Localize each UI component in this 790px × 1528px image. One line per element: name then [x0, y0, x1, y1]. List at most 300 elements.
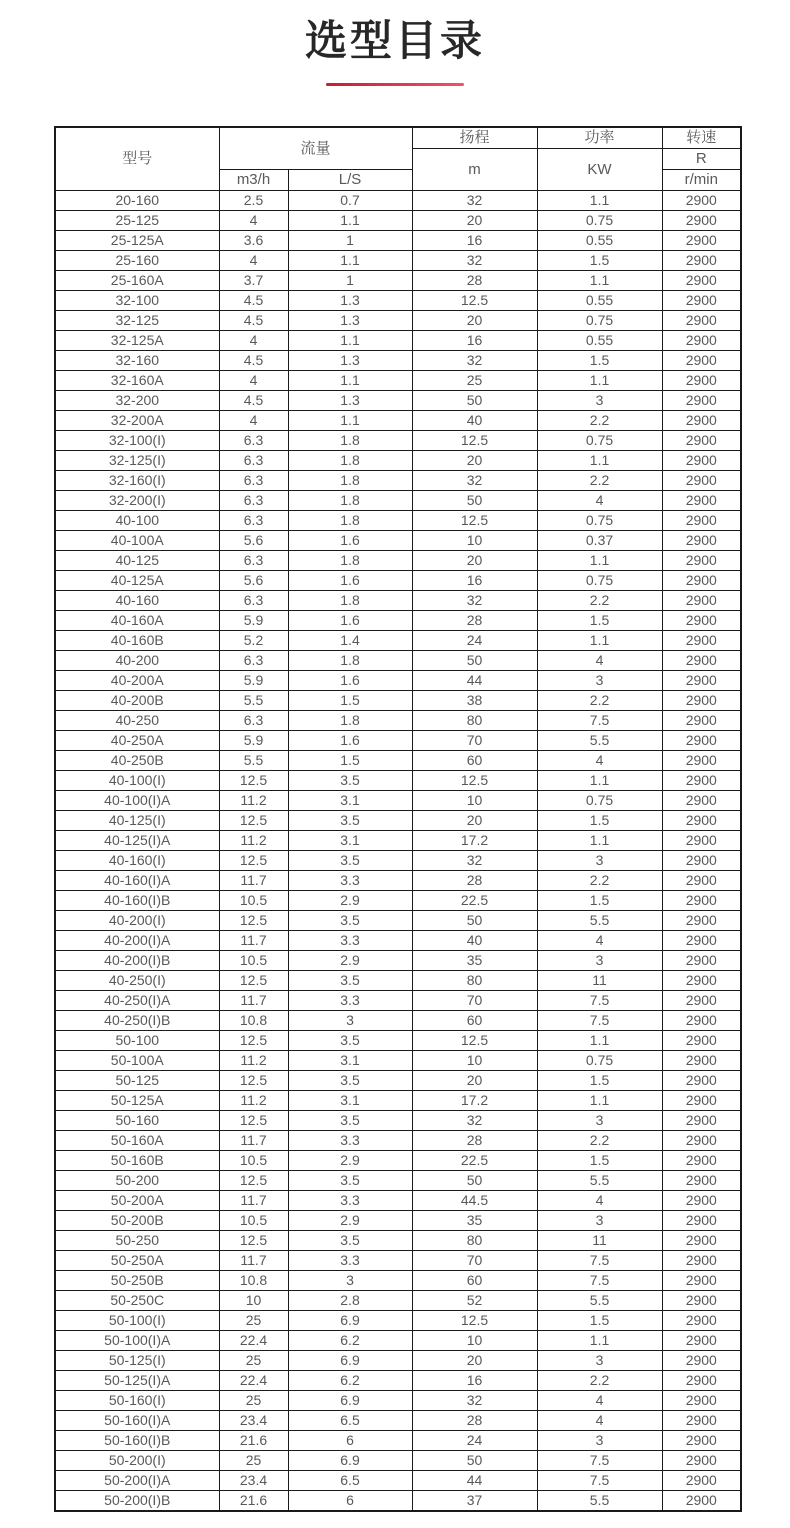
power-cell: 7.5	[537, 1451, 662, 1471]
table-row	[55, 311, 741, 331]
model-cell: 40-200(I)A	[55, 931, 219, 951]
table-row	[55, 1271, 741, 1291]
speed-cell: 2900	[662, 1251, 741, 1271]
power-cell: 11	[537, 1231, 662, 1251]
power-cell: 3	[537, 951, 662, 971]
speed-cell: 2900	[662, 1171, 741, 1191]
speed-cell: 2900	[662, 1471, 741, 1491]
flow-m3h-cell: 10.5	[219, 891, 288, 911]
model-cell: 40-250(I)A	[55, 991, 219, 1011]
flow-m3h-cell: 6.3	[219, 471, 288, 491]
speed-cell: 2900	[662, 591, 741, 611]
flow-ls-cell: 3.3	[288, 991, 412, 1011]
flow-ls-cell: 3.5	[288, 811, 412, 831]
selection-catalog-page	[0, 16, 790, 1512]
power-cell: 2.2	[537, 591, 662, 611]
power-cell: 4	[537, 1391, 662, 1411]
speed-cell: 2900	[662, 851, 741, 871]
head-cell: 28	[412, 611, 537, 631]
speed-cell: 2900	[662, 971, 741, 991]
model-cell: 40-160(I)	[55, 851, 219, 871]
head-cell: 16	[412, 231, 537, 251]
flow-ls-cell: 6.5	[288, 1471, 412, 1491]
flow-m3h-cell: 6.3	[219, 711, 288, 731]
power-cell: 3	[537, 1431, 662, 1451]
selection-catalog-table	[54, 126, 742, 1512]
head-cell: 20	[412, 1071, 537, 1091]
speed-cell: 2900	[662, 271, 741, 291]
power-cell: 2.2	[537, 691, 662, 711]
power-cell: 2.2	[537, 1371, 662, 1391]
flow-m3h-cell: 4.5	[219, 391, 288, 411]
head-cell: 52	[412, 1291, 537, 1311]
model-cell: 40-200(I)B	[55, 951, 219, 971]
table-row	[55, 871, 741, 891]
speed-cell: 2900	[662, 371, 741, 391]
head-cell: 12.5	[412, 431, 537, 451]
flow-m3h-cell: 5.6	[219, 531, 288, 551]
speed-cell: 2900	[662, 1291, 741, 1311]
flow-m3h-cell: 11.7	[219, 991, 288, 1011]
power-cell: 0.55	[537, 331, 662, 351]
table-row	[55, 1151, 741, 1171]
table-row	[55, 591, 741, 611]
head-cell: 12.5	[412, 291, 537, 311]
flow-m3h-cell: 11.2	[219, 1091, 288, 1111]
table-row	[55, 191, 741, 211]
power-cell: 0.75	[537, 571, 662, 591]
flow-m3h-cell: 4.5	[219, 291, 288, 311]
model-cell: 50-200A	[55, 1191, 219, 1211]
power-cell: 1.1	[537, 1091, 662, 1111]
flow-m3h-cell: 4	[219, 331, 288, 351]
head-cell: 20	[412, 551, 537, 571]
flow-ls-cell: 1.5	[288, 691, 412, 711]
flow-m3h-cell: 6.3	[219, 551, 288, 571]
flow-m3h-cell: 5.5	[219, 751, 288, 771]
flow-m3h-cell: 12.5	[219, 1031, 288, 1051]
power-cell: 4	[537, 491, 662, 511]
head-cell: 32	[412, 1391, 537, 1411]
flow-m3h-cell: 5.9	[219, 611, 288, 631]
model-cell: 40-125(I)	[55, 811, 219, 831]
model-cell: 50-160	[55, 1111, 219, 1131]
speed-cell: 2900	[662, 1091, 741, 1111]
model-cell: 40-250	[55, 711, 219, 731]
model-cell: 40-100	[55, 511, 219, 531]
flow-m3h-cell: 6.3	[219, 591, 288, 611]
power-cell: 0.55	[537, 291, 662, 311]
flow-m3h-cell: 6.3	[219, 431, 288, 451]
flow-ls-cell: 3.5	[288, 1171, 412, 1191]
flow-ls-cell: 2.9	[288, 891, 412, 911]
power-cell: 0.75	[537, 1051, 662, 1071]
table-row	[55, 1051, 741, 1071]
speed-cell: 2900	[662, 891, 741, 911]
flow-m3h-cell: 22.4	[219, 1371, 288, 1391]
col-header-speed: 转速	[662, 127, 741, 149]
speed-cell: 2900	[662, 811, 741, 831]
model-cell: 40-250A	[55, 731, 219, 751]
flow-ls-cell: 1.8	[288, 451, 412, 471]
table-row	[55, 551, 741, 571]
flow-ls-cell: 3.5	[288, 1071, 412, 1091]
flow-ls-cell: 1.1	[288, 211, 412, 231]
head-cell: 17.2	[412, 831, 537, 851]
model-cell: 50-200(I)A	[55, 1471, 219, 1491]
table-row	[55, 911, 741, 931]
speed-cell: 2900	[662, 871, 741, 891]
speed-cell: 2900	[662, 491, 741, 511]
speed-cell: 2900	[662, 1271, 741, 1291]
head-cell: 32	[412, 191, 537, 211]
head-cell: 40	[412, 411, 537, 431]
flow-m3h-cell: 5.5	[219, 691, 288, 711]
power-cell: 4	[537, 1191, 662, 1211]
flow-m3h-cell: 11.7	[219, 1191, 288, 1211]
flow-ls-cell: 1.1	[288, 331, 412, 351]
table-row	[55, 491, 741, 511]
col-header-speed-unit-r: R	[662, 149, 741, 170]
flow-m3h-cell: 12.5	[219, 1231, 288, 1251]
speed-cell: 2900	[662, 911, 741, 931]
head-cell: 35	[412, 1211, 537, 1231]
model-cell: 50-160(I)	[55, 1391, 219, 1411]
power-cell: 1.5	[537, 1071, 662, 1091]
speed-cell: 2900	[662, 1351, 741, 1371]
table-row	[55, 451, 741, 471]
flow-ls-cell: 3.3	[288, 1131, 412, 1151]
model-cell: 40-125	[55, 551, 219, 571]
flow-ls-cell: 1.3	[288, 391, 412, 411]
head-cell: 12.5	[412, 1311, 537, 1331]
power-cell: 1.5	[537, 1311, 662, 1331]
flow-ls-cell: 1.6	[288, 671, 412, 691]
head-cell: 44.5	[412, 1191, 537, 1211]
table-row	[55, 531, 741, 551]
model-cell: 40-200B	[55, 691, 219, 711]
table-row	[55, 971, 741, 991]
model-cell: 50-100	[55, 1031, 219, 1051]
flow-ls-cell: 1.8	[288, 591, 412, 611]
flow-ls-cell: 1.8	[288, 551, 412, 571]
power-cell: 5.5	[537, 1171, 662, 1191]
head-cell: 80	[412, 971, 537, 991]
head-cell: 70	[412, 991, 537, 1011]
table-row	[55, 1391, 741, 1411]
flow-m3h-cell: 3.7	[219, 271, 288, 291]
table-row	[55, 631, 741, 651]
head-cell: 10	[412, 1051, 537, 1071]
speed-cell: 2900	[662, 751, 741, 771]
speed-cell: 2900	[662, 1111, 741, 1131]
flow-ls-cell: 6.9	[288, 1351, 412, 1371]
model-cell: 50-100A	[55, 1051, 219, 1071]
speed-cell: 2900	[662, 231, 741, 251]
flow-ls-cell: 3.5	[288, 851, 412, 871]
head-cell: 50	[412, 1171, 537, 1191]
flow-m3h-cell: 12.5	[219, 771, 288, 791]
head-cell: 16	[412, 331, 537, 351]
flow-ls-cell: 3.3	[288, 1251, 412, 1271]
head-cell: 70	[412, 731, 537, 751]
model-cell: 50-160(I)B	[55, 1431, 219, 1451]
flow-m3h-cell: 10.5	[219, 1151, 288, 1171]
power-cell: 1.1	[537, 771, 662, 791]
head-cell: 24	[412, 631, 537, 651]
model-cell: 25-160A	[55, 271, 219, 291]
power-cell: 1.1	[537, 631, 662, 651]
head-cell: 80	[412, 711, 537, 731]
speed-cell: 2900	[662, 831, 741, 851]
table-row	[55, 1011, 741, 1031]
flow-ls-cell: 1.3	[288, 311, 412, 331]
model-cell: 50-125A	[55, 1091, 219, 1111]
speed-cell: 2900	[662, 1051, 741, 1071]
flow-m3h-cell: 4	[219, 251, 288, 271]
power-cell: 7.5	[537, 1251, 662, 1271]
flow-m3h-cell: 12.5	[219, 1071, 288, 1091]
head-cell: 32	[412, 591, 537, 611]
table-row	[55, 331, 741, 351]
speed-cell: 2900	[662, 1071, 741, 1091]
model-cell: 50-125(I)A	[55, 1371, 219, 1391]
flow-m3h-cell: 3.6	[219, 231, 288, 251]
speed-cell: 2900	[662, 471, 741, 491]
model-cell: 50-125	[55, 1071, 219, 1091]
table-row	[55, 1411, 741, 1431]
flow-ls-cell: 3.3	[288, 931, 412, 951]
model-cell: 50-100(I)A	[55, 1331, 219, 1351]
head-cell: 35	[412, 951, 537, 971]
model-cell: 40-200	[55, 651, 219, 671]
model-cell: 40-160B	[55, 631, 219, 651]
power-cell: 1.1	[537, 371, 662, 391]
speed-cell: 2900	[662, 1011, 741, 1031]
power-cell: 0.55	[537, 231, 662, 251]
model-cell: 25-160	[55, 251, 219, 271]
speed-cell: 2900	[662, 411, 741, 431]
table-row	[55, 671, 741, 691]
table-row	[55, 611, 741, 631]
flow-ls-cell: 2.9	[288, 1151, 412, 1171]
flow-ls-cell: 6.2	[288, 1371, 412, 1391]
page-title: 选型目录	[304, 17, 485, 64]
model-cell: 40-160A	[55, 611, 219, 631]
col-header-speed-unit-rmin: r/min	[662, 170, 741, 191]
model-cell: 40-100A	[55, 531, 219, 551]
speed-cell: 2900	[662, 1491, 741, 1512]
model-cell: 40-250(I)	[55, 971, 219, 991]
head-cell: 32	[412, 471, 537, 491]
power-cell: 1.1	[537, 551, 662, 571]
head-cell: 20	[412, 211, 537, 231]
flow-m3h-cell: 23.4	[219, 1471, 288, 1491]
head-cell: 10	[412, 531, 537, 551]
table-row	[55, 751, 741, 771]
flow-ls-cell: 2.9	[288, 951, 412, 971]
flow-m3h-cell: 5.9	[219, 731, 288, 751]
speed-cell: 2900	[662, 1451, 741, 1471]
power-cell: 0.75	[537, 431, 662, 451]
flow-m3h-cell: 21.6	[219, 1491, 288, 1512]
flow-ls-cell: 3.5	[288, 911, 412, 931]
flow-ls-cell: 1.8	[288, 511, 412, 531]
speed-cell: 2900	[662, 1431, 741, 1451]
model-cell: 40-160	[55, 591, 219, 611]
table-row	[55, 831, 741, 851]
model-cell: 50-160B	[55, 1151, 219, 1171]
flow-ls-cell: 3.5	[288, 1111, 412, 1131]
table-row	[55, 411, 741, 431]
table-row	[55, 651, 741, 671]
power-cell: 0.37	[537, 531, 662, 551]
model-cell: 25-125	[55, 211, 219, 231]
model-cell: 40-125(I)A	[55, 831, 219, 851]
table-row	[55, 1491, 741, 1512]
speed-cell: 2900	[662, 311, 741, 331]
model-cell: 40-160(I)A	[55, 871, 219, 891]
power-cell: 1.1	[537, 191, 662, 211]
flow-m3h-cell: 12.5	[219, 851, 288, 871]
flow-m3h-cell: 25	[219, 1451, 288, 1471]
model-cell: 50-160A	[55, 1131, 219, 1151]
flow-m3h-cell: 21.6	[219, 1431, 288, 1451]
speed-cell: 2900	[662, 1191, 741, 1211]
flow-m3h-cell: 10.8	[219, 1011, 288, 1031]
power-cell: 1.1	[537, 271, 662, 291]
speed-cell: 2900	[662, 611, 741, 631]
head-cell: 10	[412, 791, 537, 811]
power-cell: 5.5	[537, 1291, 662, 1311]
power-cell: 3	[537, 391, 662, 411]
flow-ls-cell: 3.1	[288, 791, 412, 811]
col-header-power-unit: KW	[537, 149, 662, 191]
model-cell: 50-160(I)A	[55, 1411, 219, 1431]
table-row	[55, 931, 741, 951]
table-row	[55, 771, 741, 791]
head-cell: 80	[412, 1231, 537, 1251]
model-cell: 50-200	[55, 1171, 219, 1191]
table-row	[55, 891, 741, 911]
flow-ls-cell: 1	[288, 231, 412, 251]
flow-ls-cell: 1.5	[288, 751, 412, 771]
speed-cell: 2900	[662, 551, 741, 571]
model-cell: 32-125(I)	[55, 451, 219, 471]
power-cell: 1.1	[537, 831, 662, 851]
model-cell: 20-160	[55, 191, 219, 211]
flow-ls-cell: 1.6	[288, 531, 412, 551]
head-cell: 12.5	[412, 771, 537, 791]
flow-ls-cell: 6.2	[288, 1331, 412, 1351]
flow-m3h-cell: 6.3	[219, 651, 288, 671]
speed-cell: 2900	[662, 931, 741, 951]
speed-cell: 2900	[662, 351, 741, 371]
model-cell: 32-100(I)	[55, 431, 219, 451]
flow-ls-cell: 6.9	[288, 1451, 412, 1471]
speed-cell: 2900	[662, 451, 741, 471]
table-row	[55, 851, 741, 871]
flow-m3h-cell: 12.5	[219, 1111, 288, 1131]
speed-cell: 2900	[662, 1231, 741, 1251]
model-cell: 32-125	[55, 311, 219, 331]
head-cell: 60	[412, 1271, 537, 1291]
model-cell: 32-160(I)	[55, 471, 219, 491]
head-cell: 22.5	[412, 1151, 537, 1171]
flow-ls-cell: 1.6	[288, 571, 412, 591]
col-header-model: 型号	[55, 127, 219, 191]
model-cell: 40-125A	[55, 571, 219, 591]
table-row	[55, 1071, 741, 1091]
speed-cell: 2900	[662, 771, 741, 791]
table-row	[55, 991, 741, 1011]
flow-m3h-cell: 5.2	[219, 631, 288, 651]
head-cell: 50	[412, 1451, 537, 1471]
flow-ls-cell: 3.1	[288, 831, 412, 851]
head-cell: 17.2	[412, 1091, 537, 1111]
power-cell: 1.5	[537, 611, 662, 631]
table-row	[55, 431, 741, 451]
table-row	[55, 1091, 741, 1111]
table-row	[55, 571, 741, 591]
col-header-flow-m3h: m3/h	[219, 170, 288, 191]
flow-ls-cell: 3.5	[288, 771, 412, 791]
head-cell: 40	[412, 931, 537, 951]
model-cell: 50-250C	[55, 1291, 219, 1311]
flow-ls-cell: 0.7	[288, 191, 412, 211]
head-cell: 28	[412, 1131, 537, 1151]
power-cell: 0.75	[537, 311, 662, 331]
power-cell: 1.5	[537, 1151, 662, 1171]
speed-cell: 2900	[662, 251, 741, 271]
model-cell: 50-200B	[55, 1211, 219, 1231]
power-cell: 3	[537, 1211, 662, 1231]
head-cell: 32	[412, 351, 537, 371]
head-cell: 12.5	[412, 1031, 537, 1051]
flow-ls-cell: 1.8	[288, 651, 412, 671]
table-row	[55, 731, 741, 751]
speed-cell: 2900	[662, 291, 741, 311]
head-cell: 22.5	[412, 891, 537, 911]
flow-ls-cell: 1	[288, 271, 412, 291]
speed-cell: 2900	[662, 571, 741, 591]
table-row	[55, 231, 741, 251]
flow-ls-cell: 2.9	[288, 1211, 412, 1231]
power-cell: 5.5	[537, 731, 662, 751]
table-row	[55, 711, 741, 731]
head-cell: 16	[412, 571, 537, 591]
flow-m3h-cell: 11.2	[219, 831, 288, 851]
speed-cell: 2900	[662, 331, 741, 351]
model-cell: 32-200(I)	[55, 491, 219, 511]
power-cell: 3	[537, 1111, 662, 1131]
flow-ls-cell: 3.1	[288, 1051, 412, 1071]
flow-m3h-cell: 10.8	[219, 1271, 288, 1291]
col-header-power: 功率	[537, 127, 662, 149]
power-cell: 3	[537, 1351, 662, 1371]
flow-ls-cell: 6.9	[288, 1311, 412, 1331]
model-cell: 40-200A	[55, 671, 219, 691]
table-row	[55, 391, 741, 411]
flow-ls-cell: 6	[288, 1491, 412, 1512]
col-header-flow: 流量	[219, 127, 412, 170]
flow-ls-cell: 1.8	[288, 431, 412, 451]
model-cell: 32-160A	[55, 371, 219, 391]
flow-m3h-cell: 6.3	[219, 491, 288, 511]
speed-cell: 2900	[662, 1371, 741, 1391]
power-cell: 5.5	[537, 1491, 662, 1512]
speed-cell: 2900	[662, 731, 741, 751]
